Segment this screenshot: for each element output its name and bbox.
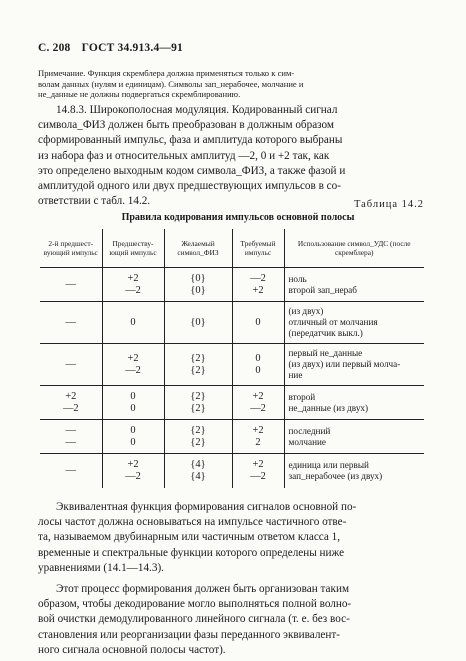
cell: +2 —2 (232, 386, 284, 420)
text-line: временные и спектральные функции которого определены ниже (38, 546, 345, 559)
paragraph-baseband-function (38, 500, 438, 576)
text-line: ного сигнала основной полосы частот). (38, 643, 226, 656)
text-line: Эквивалентная функция формирования сигналов основной по- (56, 501, 357, 513)
note-line: волам данных (нулям и единицам). Символы зап_нерабочее, молчание и (38, 78, 304, 89)
table-row (40, 420, 424, 454)
text-line: становления или реорганизации фазы переданного эквивалент- (38, 628, 341, 641)
paragraph-process-organization (38, 582, 438, 658)
table-row (40, 454, 424, 488)
text-line: символа_ФИЗ должен быть преобразован в должным образом (38, 119, 334, 132)
cell: +2 —2 (102, 454, 164, 488)
text-line: та, называемом двубинарным или частичным ответом класса 1, (38, 531, 341, 544)
cell: +2 —2 (102, 344, 164, 386)
text-line: лосы частот должна основываться на импульсе частичного отве- (38, 516, 347, 529)
cell: {0} {0} (164, 268, 232, 302)
col-header-usage: Использование символ_УДС (после скремблера) (284, 229, 424, 268)
cell: +2 2 (232, 420, 284, 454)
text-line: амплитудой одного или двух предшествующих импульсов в со- (38, 180, 341, 193)
usage-cell: последний молчание (284, 420, 424, 454)
text-line: из набора фаз и относительных амплитуд —2, 0 и +2 так, как (38, 149, 330, 162)
table-caption: Таблица 14.2 (353, 199, 424, 210)
usage-cell: ноль второй зап_нераб (284, 268, 424, 302)
table-header-row (40, 229, 424, 268)
text-line: это определено выходным кодом символа_ФИЗ, а также фазой и (38, 164, 346, 177)
usage-cell: (из двух) отличный от молчания (передатчик выкл.) (284, 302, 424, 344)
note-line: Примечание. Функция скремблера должна применяться только к сим- (38, 68, 295, 78)
standard-code: ГОСТ 34.913.4—91 (81, 42, 184, 54)
cell: — (40, 302, 102, 344)
cell: — (40, 454, 102, 488)
table-title: Правила кодирования импульсов основной полосы (121, 212, 355, 223)
cell: +2 —2 (232, 454, 284, 488)
col-header-second-prev: 2-й предшест-вующий импульс (40, 229, 102, 268)
cell: {2} {2} (164, 386, 232, 420)
page-header (38, 42, 191, 54)
text-line: вой очистки демодулированного линейного сигнала (т. е. без вос- (38, 613, 350, 626)
cell: +2 —2 (102, 268, 164, 302)
section-14-8-3 (38, 103, 438, 209)
page-number: С. 208 (38, 42, 71, 54)
text-line: образом, чтобы декодирование могло выполняться полной волно- (38, 598, 352, 611)
cell: — (40, 344, 102, 386)
table-row (40, 386, 424, 420)
cell: — (65, 278, 76, 290)
cell: {4} {4} (164, 454, 232, 488)
cell: 0 0 (102, 420, 164, 454)
cell: {0} (164, 302, 232, 344)
cell: — — (40, 420, 102, 454)
cell: +2 —2 (40, 386, 102, 420)
cell: {2} {2} (164, 344, 232, 386)
text-line: 14.8.3. Широкополосная модуляция. Кодированный сигнал (56, 104, 338, 116)
text-line: уравнениями (14.1—14.3). (38, 561, 164, 574)
note-block (38, 68, 438, 100)
cell: {2} {2} (164, 420, 232, 454)
col-header-desired-symbol: Желаемый символ_ФИЗ (164, 229, 232, 268)
text-line: сформированный импульс, фаза и амплитуда которого выбраны (38, 134, 343, 147)
col-header-required-pulse: Требуемый импульс (232, 229, 284, 268)
note-line: не_данные не должны подвергаться скремблированию. (38, 89, 241, 99)
text-line: ответствии с табл. 14.2. (38, 195, 151, 208)
cell: 0 0 (232, 344, 284, 386)
table-row (40, 268, 424, 302)
cell: —2 +2 (232, 268, 284, 302)
col-header-prev: Предшеству-ющий импульс (102, 229, 164, 268)
encoding-rules-table (40, 229, 424, 488)
usage-cell: первый не_данные (из двух) или первый молча- ние (284, 344, 424, 386)
usage-cell: единица или первый зап_нерабочее (из двух) (284, 454, 424, 488)
text-line: Этот процесс формирования должен быть организован таким (56, 583, 350, 595)
cell: 0 (102, 302, 164, 344)
table-row (40, 302, 424, 344)
cell: 0 0 (102, 386, 164, 420)
usage-cell: второй не_данные (из двух) (284, 386, 424, 420)
table-row (40, 344, 424, 386)
cell: 0 (232, 302, 284, 344)
